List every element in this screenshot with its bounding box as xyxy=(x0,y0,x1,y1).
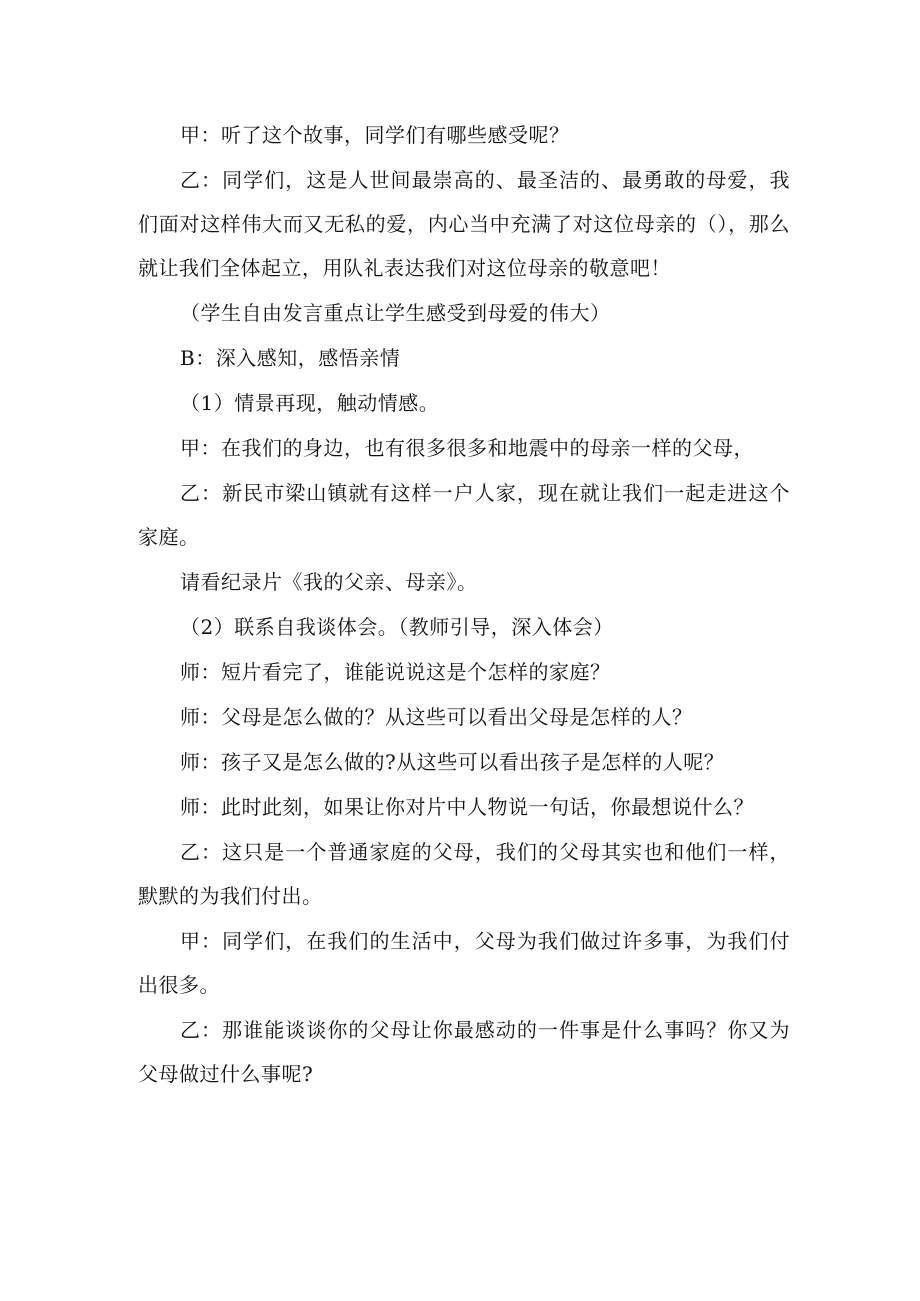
paragraph: 甲：同学们，在我们的生活中，父母为我们做过许多事，为我们付出很多。 xyxy=(138,929,790,997)
paragraph: B：深入感知，感悟亲情 xyxy=(180,346,401,370)
paragraph: 师：孩子又是怎么做的?从这些可以看出孩子是怎样的人呢？ xyxy=(180,750,725,774)
paragraph: 请看纪录片《我的父亲、母亲》。 xyxy=(180,570,478,594)
paragraph: （1）情景再现，触动情感。 xyxy=(180,391,440,415)
paragraph: 乙：同学们，这是人世间最崇高的、最圣洁的、最勇敢的母爱，我们面对这样伟大而又无私的爱，内心当中充满了对这位母亲的（），那么就让我们全体起立，用队礼表达我们对这位母亲的敬意吧！ xyxy=(138,168,790,280)
paragraph: 师：短片看完了，谁能说说这是个怎样的家庭？ xyxy=(180,660,611,684)
paragraph: （2）联系自我谈体会。（教师引导，深入体会） xyxy=(180,615,614,639)
paragraph: 师：此时此刻，如果让你对片中人物说一句话，你最想说什么？ xyxy=(180,795,754,819)
document-body xyxy=(138,113,790,1096)
paragraph: 甲：在我们的身边，也有很多很多和地震中的母亲一样的父母， xyxy=(180,436,754,460)
paragraph: 乙：那谁能谈谈你的父母让你最感动的一件事是什么事吗？你又为父母做过什么事呢? xyxy=(138,1018,790,1086)
paragraph: 师：父母是怎么做的？从这些可以看出父母是怎样的人？ xyxy=(180,705,693,729)
paragraph: 甲：听了这个故事，同学们有哪些感受呢？ xyxy=(180,123,570,147)
paragraph: 乙：新民市梁山镇就有这样一户人家，现在就让我们一起走进这个家庭。 xyxy=(138,481,790,549)
paragraph: 乙：这只是一个普通家庭的父母，我们的父母其实也和他们一样，默默的为我们付出。 xyxy=(138,840,790,908)
paragraph: （学生自由发言重点让学生感受到母爱的伟大） xyxy=(180,301,611,325)
